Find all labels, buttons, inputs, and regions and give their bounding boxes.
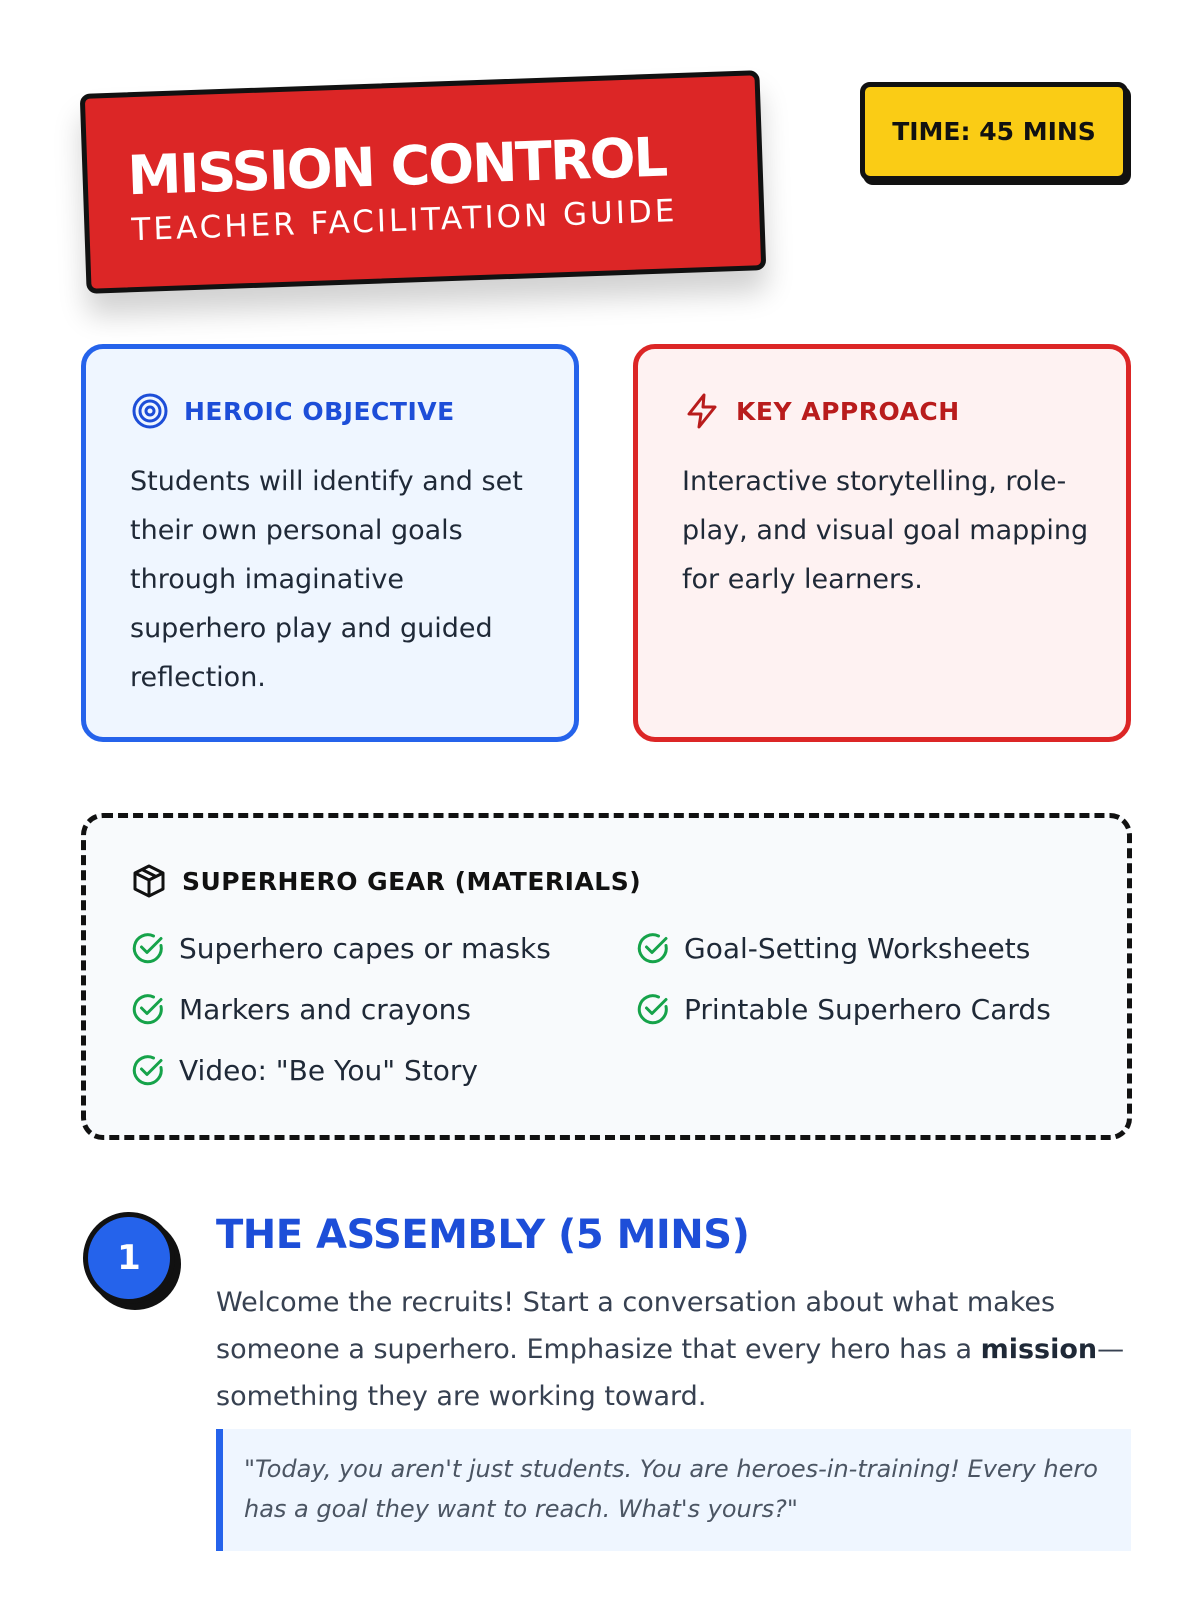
step-description: [216, 1279, 1131, 1420]
target-icon: [130, 391, 170, 431]
objective-title: HEROIC OBJECTIVE: [184, 396, 455, 426]
page-subtitle: TEACHER FACILITATION GUIDE: [130, 193, 678, 249]
material-label: Goal-Setting Worksheets: [684, 931, 1031, 965]
material-item: [635, 930, 1030, 966]
objective-header: [130, 391, 455, 431]
approach-title: KEY APPROACH: [736, 396, 960, 426]
step-text-end: —something they are working toward.: [216, 1334, 1125, 1412]
material-label: Markers and crayons: [179, 992, 471, 1026]
time-badge: TIME: 45 MINS: [860, 82, 1128, 181]
material-label: Printable Superhero Cards: [684, 992, 1051, 1026]
approach-header: [682, 391, 960, 431]
objective-text: Students will identify and set their own personal goals through imaginative superhero play and guided reflection.: [130, 466, 523, 693]
materials-box: [81, 813, 1132, 1140]
material-item: [130, 1052, 478, 1088]
materials-header: [130, 862, 641, 900]
approach-card: [633, 344, 1131, 742]
objective-card: [81, 344, 579, 742]
step-text-start: Welcome the recruits! Start a conversation about what makes someone a superhero. Emphasize that every hero has a: [216, 1287, 1056, 1365]
material-label: Video: "Be You" Story: [179, 1053, 479, 1087]
material-item: [635, 991, 1051, 1027]
material-item: [130, 991, 471, 1027]
step-title: THE ASSEMBLY (5 MINS): [216, 1212, 750, 1258]
approach-text: Interactive storytelling, role-play, and visual goal mapping for early learners.: [682, 466, 1089, 595]
materials-title: SUPERHERO GEAR (MATERIALS): [182, 866, 642, 896]
teacher-quote: "Today, you aren't just students. You are heroes-in-training! Every hero has a goal they want to reach. What's yours?": [216, 1429, 1131, 1551]
page-title: MISSION CONTROL: [126, 125, 668, 208]
header-banner: [80, 70, 767, 294]
check-circle-icon: [635, 930, 671, 966]
lightning-icon: [682, 391, 722, 431]
check-circle-icon: [130, 991, 166, 1027]
material-label: Superhero capes or masks: [179, 931, 551, 965]
check-circle-icon: [130, 930, 166, 966]
check-circle-icon: [130, 1052, 166, 1088]
step-number-badge: 1: [83, 1212, 175, 1304]
material-item: [130, 930, 551, 966]
check-circle-icon: [635, 991, 671, 1027]
step-text-emphasis: mission: [980, 1334, 1098, 1365]
box-icon: [130, 862, 168, 900]
